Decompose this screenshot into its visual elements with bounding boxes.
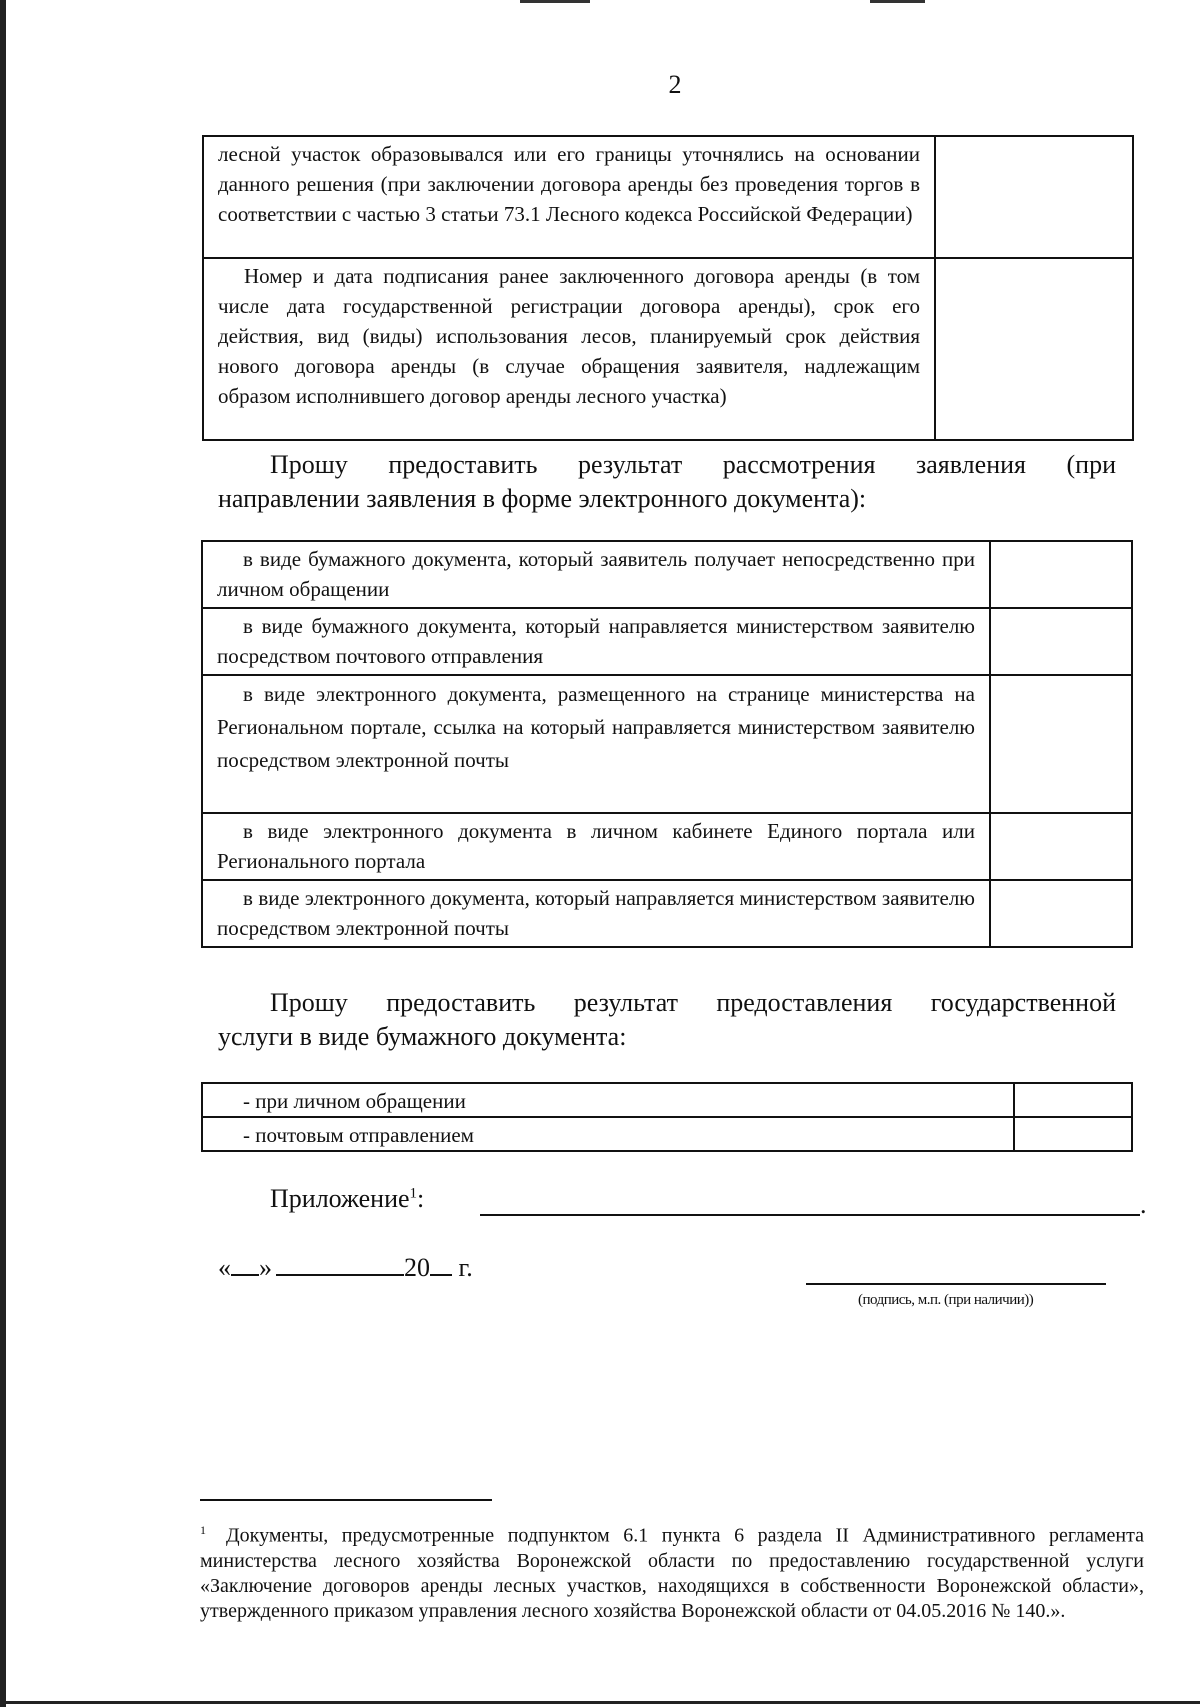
- signature-caption: (подпись, м.п. (при наличии)): [858, 1292, 1034, 1308]
- table-row: [203, 136, 1133, 258]
- table-cell-empty[interactable]: [935, 258, 1133, 440]
- result-form-table: [201, 540, 1133, 948]
- footnote-mark: 1: [409, 1185, 418, 1202]
- table-cell-empty[interactable]: [990, 880, 1132, 947]
- paper-delivery-table: [201, 1082, 1133, 1152]
- table-row: [202, 813, 1132, 880]
- table-cell-empty[interactable]: [990, 541, 1132, 608]
- row-text: в виде электронного документа в личном кабинете Единого портала или Регионального портала: [217, 819, 975, 873]
- table-cell-text: - при личном обращении: [202, 1083, 1014, 1117]
- paragraph-line: направлении заявления в форме электронного документа):: [218, 484, 867, 513]
- footnote-rule: [200, 1499, 492, 1501]
- table-row: [202, 608, 1132, 675]
- table-cell-text: лесной участок образовывался или его границы уточнялись на основании данного решения (при заключении договора аренды без проведения торгов в соответствии с частью 3 статьи 73.1 Лесного кодекса Российской Федерации): [203, 136, 935, 258]
- table-cell-text: [202, 608, 990, 675]
- previous-lease-table: [202, 135, 1134, 441]
- appendix-end-dot: .: [1140, 1190, 1147, 1219]
- scan-top-mark: [520, 0, 590, 3]
- table-row: [202, 541, 1132, 608]
- year-suffix: г.: [458, 1253, 473, 1282]
- appendix-label: [270, 1184, 424, 1214]
- row-text: в виде электронного документа, который направляется министерством заявителю посредством электронной почты: [217, 886, 975, 940]
- table-row: [202, 1083, 1132, 1117]
- scan-top-mark: [870, 0, 925, 3]
- table-cell-empty[interactable]: [1014, 1083, 1132, 1117]
- row-text: в виде бумажного документа, который направляется министерством заявителю посредством почтового отправления: [217, 614, 975, 668]
- table-cell-empty[interactable]: [990, 675, 1132, 813]
- table-cell-empty[interactable]: [935, 136, 1133, 258]
- appendix-colon: :: [417, 1184, 425, 1213]
- scan-left-edge: [0, 0, 6, 1707]
- year-blank[interactable]: [430, 1250, 452, 1276]
- table-row: [202, 675, 1132, 813]
- paragraph-line: Прошу предоставить результат предоставления государственной: [270, 988, 1116, 1017]
- table-cell-text: [203, 258, 935, 440]
- footnote-text: Документы, предусмотренные подпунктом 6.1 пункта 6 раздела II Административного регламента министерства лесного хозяйства Воронежской области по предоставлению государственной услуги «Заключение договоров аренды лесных участков, находящихся в собственности Воронежской области», утвержденного приказом управления лесного хозяйства Воронежской области от 04.05.2016 № 140.».: [200, 1524, 1144, 1622]
- quote-close: »: [259, 1253, 272, 1282]
- footnote: [200, 1518, 1144, 1624]
- quote-open: «: [218, 1253, 231, 1282]
- row-text: в виде электронного документа, размещенного на странице министерства на Региональном портале, ссылка на который направляется министерством заявителю посредством электронной почты: [217, 682, 975, 772]
- paragraph-line: Прошу предоставить результат рассмотрения заявления (при: [270, 450, 1116, 479]
- row-text: в виде бумажного документа, который заявитель получает непосредственно при личном обращении: [217, 547, 975, 601]
- appendix-blank-line[interactable]: [480, 1214, 1140, 1216]
- paragraph-line: услуги в виде бумажного документа:: [218, 1022, 627, 1051]
- table-row: [202, 880, 1132, 947]
- table-cell-empty[interactable]: [990, 813, 1132, 880]
- date-line: [218, 1250, 473, 1283]
- table-cell-empty[interactable]: [1014, 1117, 1132, 1151]
- footnote-number: 1: [200, 1523, 206, 1537]
- day-blank[interactable]: [231, 1250, 259, 1276]
- result-request-paragraph: [218, 448, 1116, 516]
- year-prefix: 20: [404, 1253, 430, 1282]
- month-blank[interactable]: [276, 1250, 404, 1276]
- table-cell-text: [202, 880, 990, 947]
- page-number: 2: [668, 70, 682, 99]
- table-row: [202, 1117, 1132, 1151]
- service-result-paragraph: [218, 986, 1116, 1054]
- scan-bottom-edge: [0, 1701, 1200, 1704]
- appendix-text: Приложение: [270, 1184, 410, 1213]
- signature-line[interactable]: [806, 1283, 1106, 1285]
- row-text: Номер и дата подписания ранее заключенного договора аренды (в том числе дата государственной регистрации договора аренды), срок его действия, вид (виды) использования лесов, планируемый срок действия нового договора аренды (в случае обращения заявителя, надлежащим образом исполнившего договор аренды лесного участка): [218, 264, 920, 408]
- table-cell-text: [202, 541, 990, 608]
- table-cell-text: - почтовым отправлением: [202, 1117, 1014, 1151]
- table-cell-empty[interactable]: [990, 608, 1132, 675]
- table-cell-text: [202, 813, 990, 880]
- table-row: [203, 258, 1133, 440]
- table-cell-text: [202, 675, 990, 813]
